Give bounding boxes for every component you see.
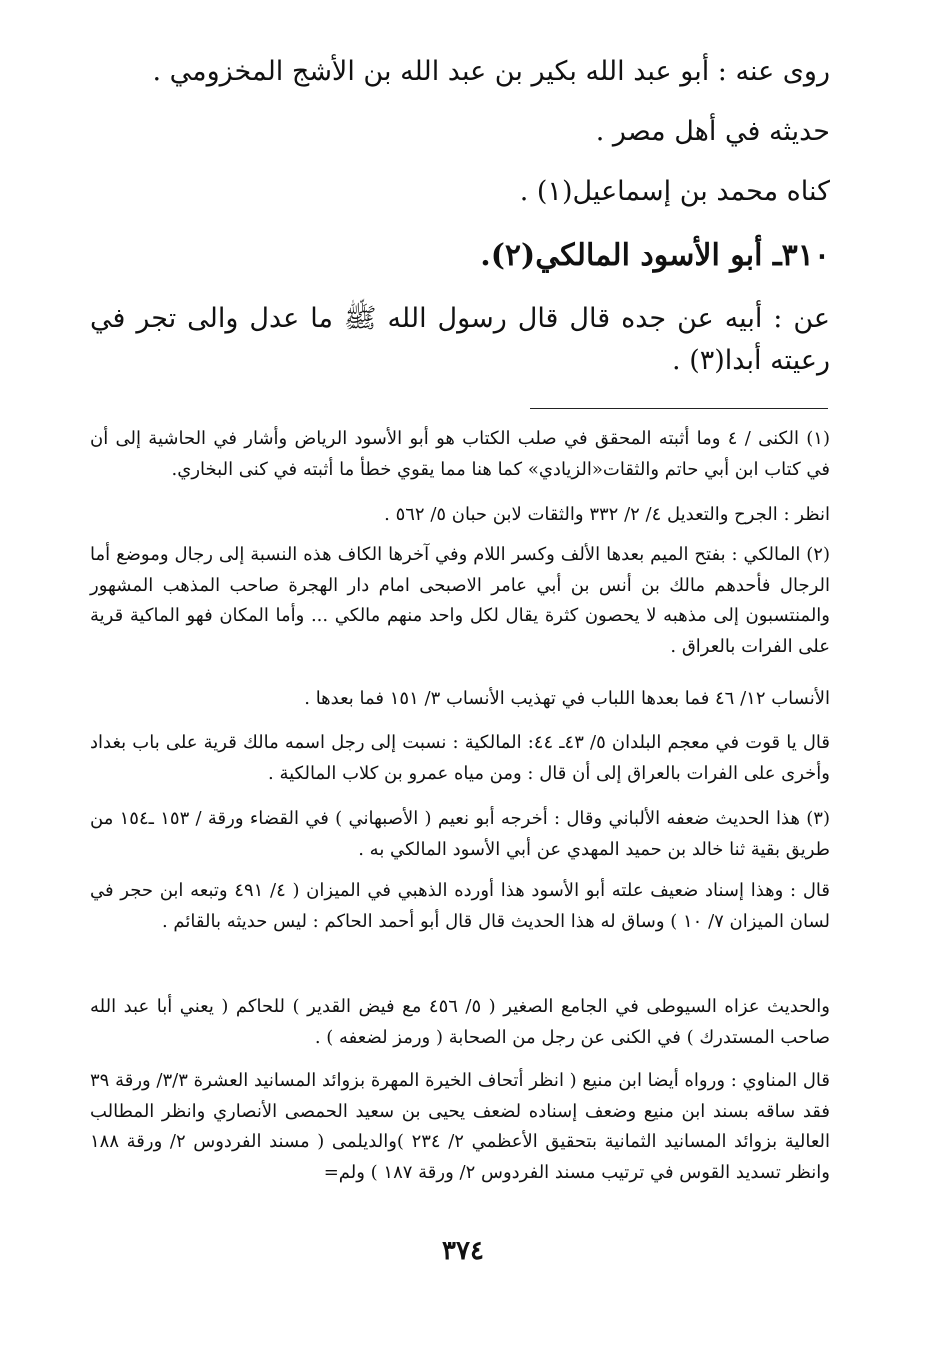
entry-heading: ٣١٠ـ أبو الأسود المالكي(٢). [480, 238, 830, 273]
footnote-2-text: (٢) المالكي : بفتح الميم بعدها الألف وكسر اللام وفي آخرها الكاف هذه النسبة إلى رجال وموضع أما الرجال فأحدهم مالك بن أنس بن أبي عامر الاصبحى امام دار الهجرة صاحب المذهب المشهور والمنتسبون إلى مذهبه لا يحصون كثرة يقال لكل واحد منهم مالكي ... وأما المكان فهو الماكية قرية على الفرات بالعراق . [90, 544, 830, 657]
narrator-line: روى عنه : أبو عبد الله بكير بن عبد الله بن الأشج المخزومي . [152, 56, 830, 87]
footnote-3-isnad: قال : وهذا إسناد ضعيف علته أبو الأسود هذا أورده الذهبي في الميزان ( ٤/ ٤٩١ وتبعه ابن حجر في لسان الميزان ٧/ ١٠ ) وساق له هذا الحديث قال قال أبو أحمد الحاكم : ليس حديثه بالقائم . [90, 880, 830, 932]
kunya-line: كناه محمد بن إسماعيل(١) . [519, 176, 830, 207]
footnote-3-munawi: قال المناوي : ورواه أيضا ابن منيع ( انظر أتحاف الخيرة المهرة بزوائد المسانيد العشرة ٣/٣/ ورقة ٣٩ فقد ساقه بسند ابن منيع وضعف إسناده لضعف يحيى بن سعيد الحمصى الأنصاري وانظر المطالب العالية بزوائد المسانيد الثمانية بتحقيق الأعظمي ٢/ ٢٣٤ )والديلمى ( مسند الفردوس ٢/ ورقة ١٨٨ وانظر تسديد القوس في ترتيب مسند الفردوس ٢/ ورقة ١٨٧ ) ولم= [90, 1070, 831, 1183]
footnote-1-reference: انظر : الجرح والتعديل ٤/ ٢/ ٣٣٢ والثقات لابن حبان ٥/ ٥٦٢ . [384, 504, 830, 525]
footnote-3-suyuti: والحديث عزاه السيوطى في الجامع الصغير ( ٥/ ٤٥٦ مع فيض القدير ) للحاكم ( يعني أبا عبد الله صاحب المستدرك ) في الكنى عن رجل من الصحابة ( ورمز لضعفه ) . [90, 996, 830, 1048]
page-number: ٣٧٤ [442, 1236, 484, 1266]
footnote-1-text: (١) الكنى / ٤ وما أثبته المحقق في صلب الكتاب هو أبو الأسود الرياض وأشار في الحاشية إلى أن في كتاب ابن أبي حاتم والثقات«الزيادي» كما هنا مما يقوي خطأ ما أثبته في كنى البخاري. [90, 428, 830, 480]
hadith-region-line: حديثه في أهل مصر . [595, 116, 830, 147]
hadith-text: عن : أبيه عن جده قال قال رسول الله ﷺ ما عدل والى تجر في رعيته أبدا(٣) . [90, 303, 830, 376]
footnote-separator [530, 408, 828, 409]
footnote-2-reference: الأنساب ١٢/ ٤٦ فما بعدها اللباب في تهذيب الأنساب ٣/ ١٥١ فما بعدها . [304, 688, 830, 709]
footnote-2-yaqut: قال يا قوت في معجم البلدان ٥/ ٤٣ـ ٤٤: المالكية : نسبت إلى رجل اسمه مالك قرية على باب بغداد وأخرى على الفرات بالعراق إلى أن قال : ومن مياه عمرو بن كلاب المالكية . [90, 732, 830, 784]
footnote-3-text: (٣) هذا الحديث ضعفه الألباني وقال : أخرجه أبو نعيم ( الأصبهاني ) في القضاء ورقة / ١٥٣ ـ١٥٤ من طريق بقية ثنا خالد بن حميد المهدي عن أبي الأسود المالكي به . [90, 808, 830, 860]
